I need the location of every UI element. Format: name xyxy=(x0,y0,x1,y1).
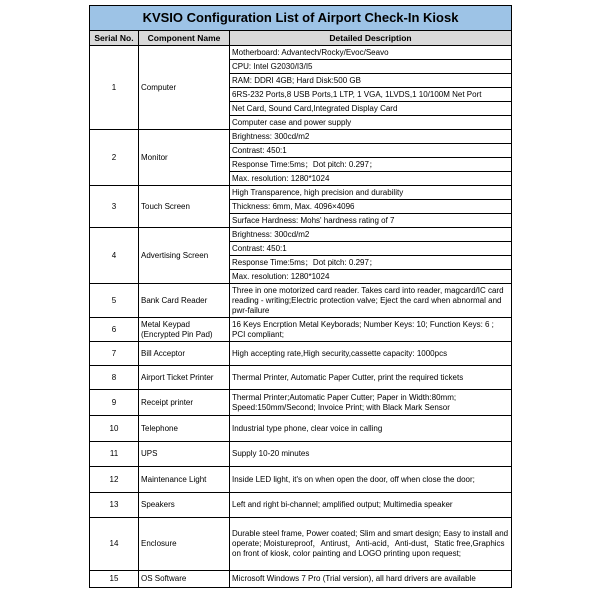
serial-cell: 10 xyxy=(90,416,139,442)
serial-cell: 6 xyxy=(90,318,139,342)
detail-cell: Computer case and power supply xyxy=(230,116,512,130)
detail-cell: Surface Hardness: Mohs' hardness rating of 7 xyxy=(230,214,512,228)
table-title: KVSIO Configuration List of Airport Check-In Kiosk xyxy=(90,6,512,31)
header-component: Component Name xyxy=(139,31,230,46)
detail-cell: Brightness: 300cd/m2 xyxy=(230,130,512,144)
serial-cell: 13 xyxy=(90,493,139,518)
table-row xyxy=(90,186,512,200)
serial-cell: 15 xyxy=(90,571,139,588)
header-row xyxy=(90,31,512,46)
component-cell: Bank Card Reader xyxy=(139,284,230,318)
component-cell: Metal Keypad (Encrypted Pin Pad) xyxy=(139,318,230,342)
component-cell: Monitor xyxy=(139,130,230,186)
detail-cell: Supply 10-20 minutes xyxy=(230,442,512,467)
detail-cell: High accepting rate,High security,cassette capacity: 1000pcs xyxy=(230,342,512,366)
component-cell: Airport Ticket Printer xyxy=(139,366,230,390)
table-row xyxy=(90,467,512,493)
detail-cell: Durable steel frame, Power coated; Slim and smart design; Easy to install and operate; Moistureproof，Antirust，Anti-acid，Anti-dust，Static free,Graphics on front of kiosk, color painting and LOGO printing upon request; xyxy=(230,518,512,571)
component-cell: OS Software xyxy=(139,571,230,588)
serial-cell: 4 xyxy=(90,228,139,284)
detail-cell: Inside LED light, it's on when open the door, off when close the door; xyxy=(230,467,512,493)
component-cell: Computer xyxy=(139,46,230,130)
serial-cell: 3 xyxy=(90,186,139,228)
detail-cell: Contrast: 450:1 xyxy=(230,242,512,256)
component-cell: Touch Screen xyxy=(139,186,230,228)
detail-cell: Thermal Printer;Automatic Paper Cutter; Paper in Width:80mm; Speed:150mm/Second; Invoice Print; with Black Mark Sensor xyxy=(230,390,512,416)
component-cell: UPS xyxy=(139,442,230,467)
serial-cell: 9 xyxy=(90,390,139,416)
configuration-table xyxy=(89,5,512,588)
table-row xyxy=(90,366,512,390)
detail-cell: Net Card, Sound Card,Integrated Display Card xyxy=(230,102,512,116)
detail-cell: Max. resolution: 1280*1024 xyxy=(230,270,512,284)
serial-cell: 1 xyxy=(90,46,139,130)
detail-cell: Brightness: 300cd/m2 xyxy=(230,228,512,242)
detail-cell: Max. resolution: 1280*1024 xyxy=(230,172,512,186)
table-row xyxy=(90,493,512,518)
table-row xyxy=(90,416,512,442)
detail-cell: Motherboard: Advantech/Rocky/Evoc/Seavo xyxy=(230,46,512,60)
table-row xyxy=(90,571,512,588)
detail-cell: 6RS-232 Ports,8 USB Ports,1 LTP, 1 VGA, 1LVDS,1 10/100M Net Port xyxy=(230,88,512,102)
component-cell: Enclosure xyxy=(139,518,230,571)
component-cell: Telephone xyxy=(139,416,230,442)
serial-cell: 8 xyxy=(90,366,139,390)
serial-cell: 2 xyxy=(90,130,139,186)
component-cell: Bill Acceptor xyxy=(139,342,230,366)
table-row xyxy=(90,518,512,571)
detail-cell: Microsoft Windows 7 Pro (Trial version), all hard drivers are available xyxy=(230,571,512,588)
serial-cell: 11 xyxy=(90,442,139,467)
detail-cell: Contrast: 450:1 xyxy=(230,144,512,158)
detail-cell: High Transparence, high precision and durability xyxy=(230,186,512,200)
serial-cell: 12 xyxy=(90,467,139,493)
detail-cell: 16 Keys Encrption Metal Keyborads; Number Keys: 10; Function Keys: 6 ; PCI compliant; xyxy=(230,318,512,342)
table-row xyxy=(90,342,512,366)
detail-cell: Thickness: 6mm, Max. 4096×4096 xyxy=(230,200,512,214)
detail-cell: Three in one motorized card reader. Takes card into reader, magcard/IC card reading - writing;Electric protection valve; Eject the card when abnormal and pwr-failure xyxy=(230,284,512,318)
configuration-sheet xyxy=(89,5,511,588)
table-row xyxy=(90,318,512,342)
table-row xyxy=(90,130,512,144)
serial-cell: 7 xyxy=(90,342,139,366)
table-row xyxy=(90,390,512,416)
header-serial: Serial No. xyxy=(90,31,139,46)
component-cell: Advertising Screen xyxy=(139,228,230,284)
table-row xyxy=(90,46,512,60)
detail-cell: Response Time:5ms；Dot pitch: 0.297； xyxy=(230,256,512,270)
component-cell: Maintenance Light xyxy=(139,467,230,493)
serial-cell: 14 xyxy=(90,518,139,571)
component-cell: Speakers xyxy=(139,493,230,518)
table-row xyxy=(90,442,512,467)
detail-cell: CPU: Intel G2030/I3/I5 xyxy=(230,60,512,74)
header-detail: Detailed Description xyxy=(230,31,512,46)
serial-cell: 5 xyxy=(90,284,139,318)
table-body xyxy=(90,46,512,588)
detail-cell: Industrial type phone, clear voice in calling xyxy=(230,416,512,442)
detail-cell: RAM: DDRI 4GB; Hard Disk:500 GB xyxy=(230,74,512,88)
detail-cell: Response Time:5ms；Dot pitch: 0.297； xyxy=(230,158,512,172)
table-row xyxy=(90,284,512,318)
detail-cell: Thermal Printer, Automatic Paper Cutter, print the required tickets xyxy=(230,366,512,390)
component-cell: Receipt printer xyxy=(139,390,230,416)
table-row xyxy=(90,228,512,242)
detail-cell: Left and right bi-channel; amplified output; Multimedia speaker xyxy=(230,493,512,518)
